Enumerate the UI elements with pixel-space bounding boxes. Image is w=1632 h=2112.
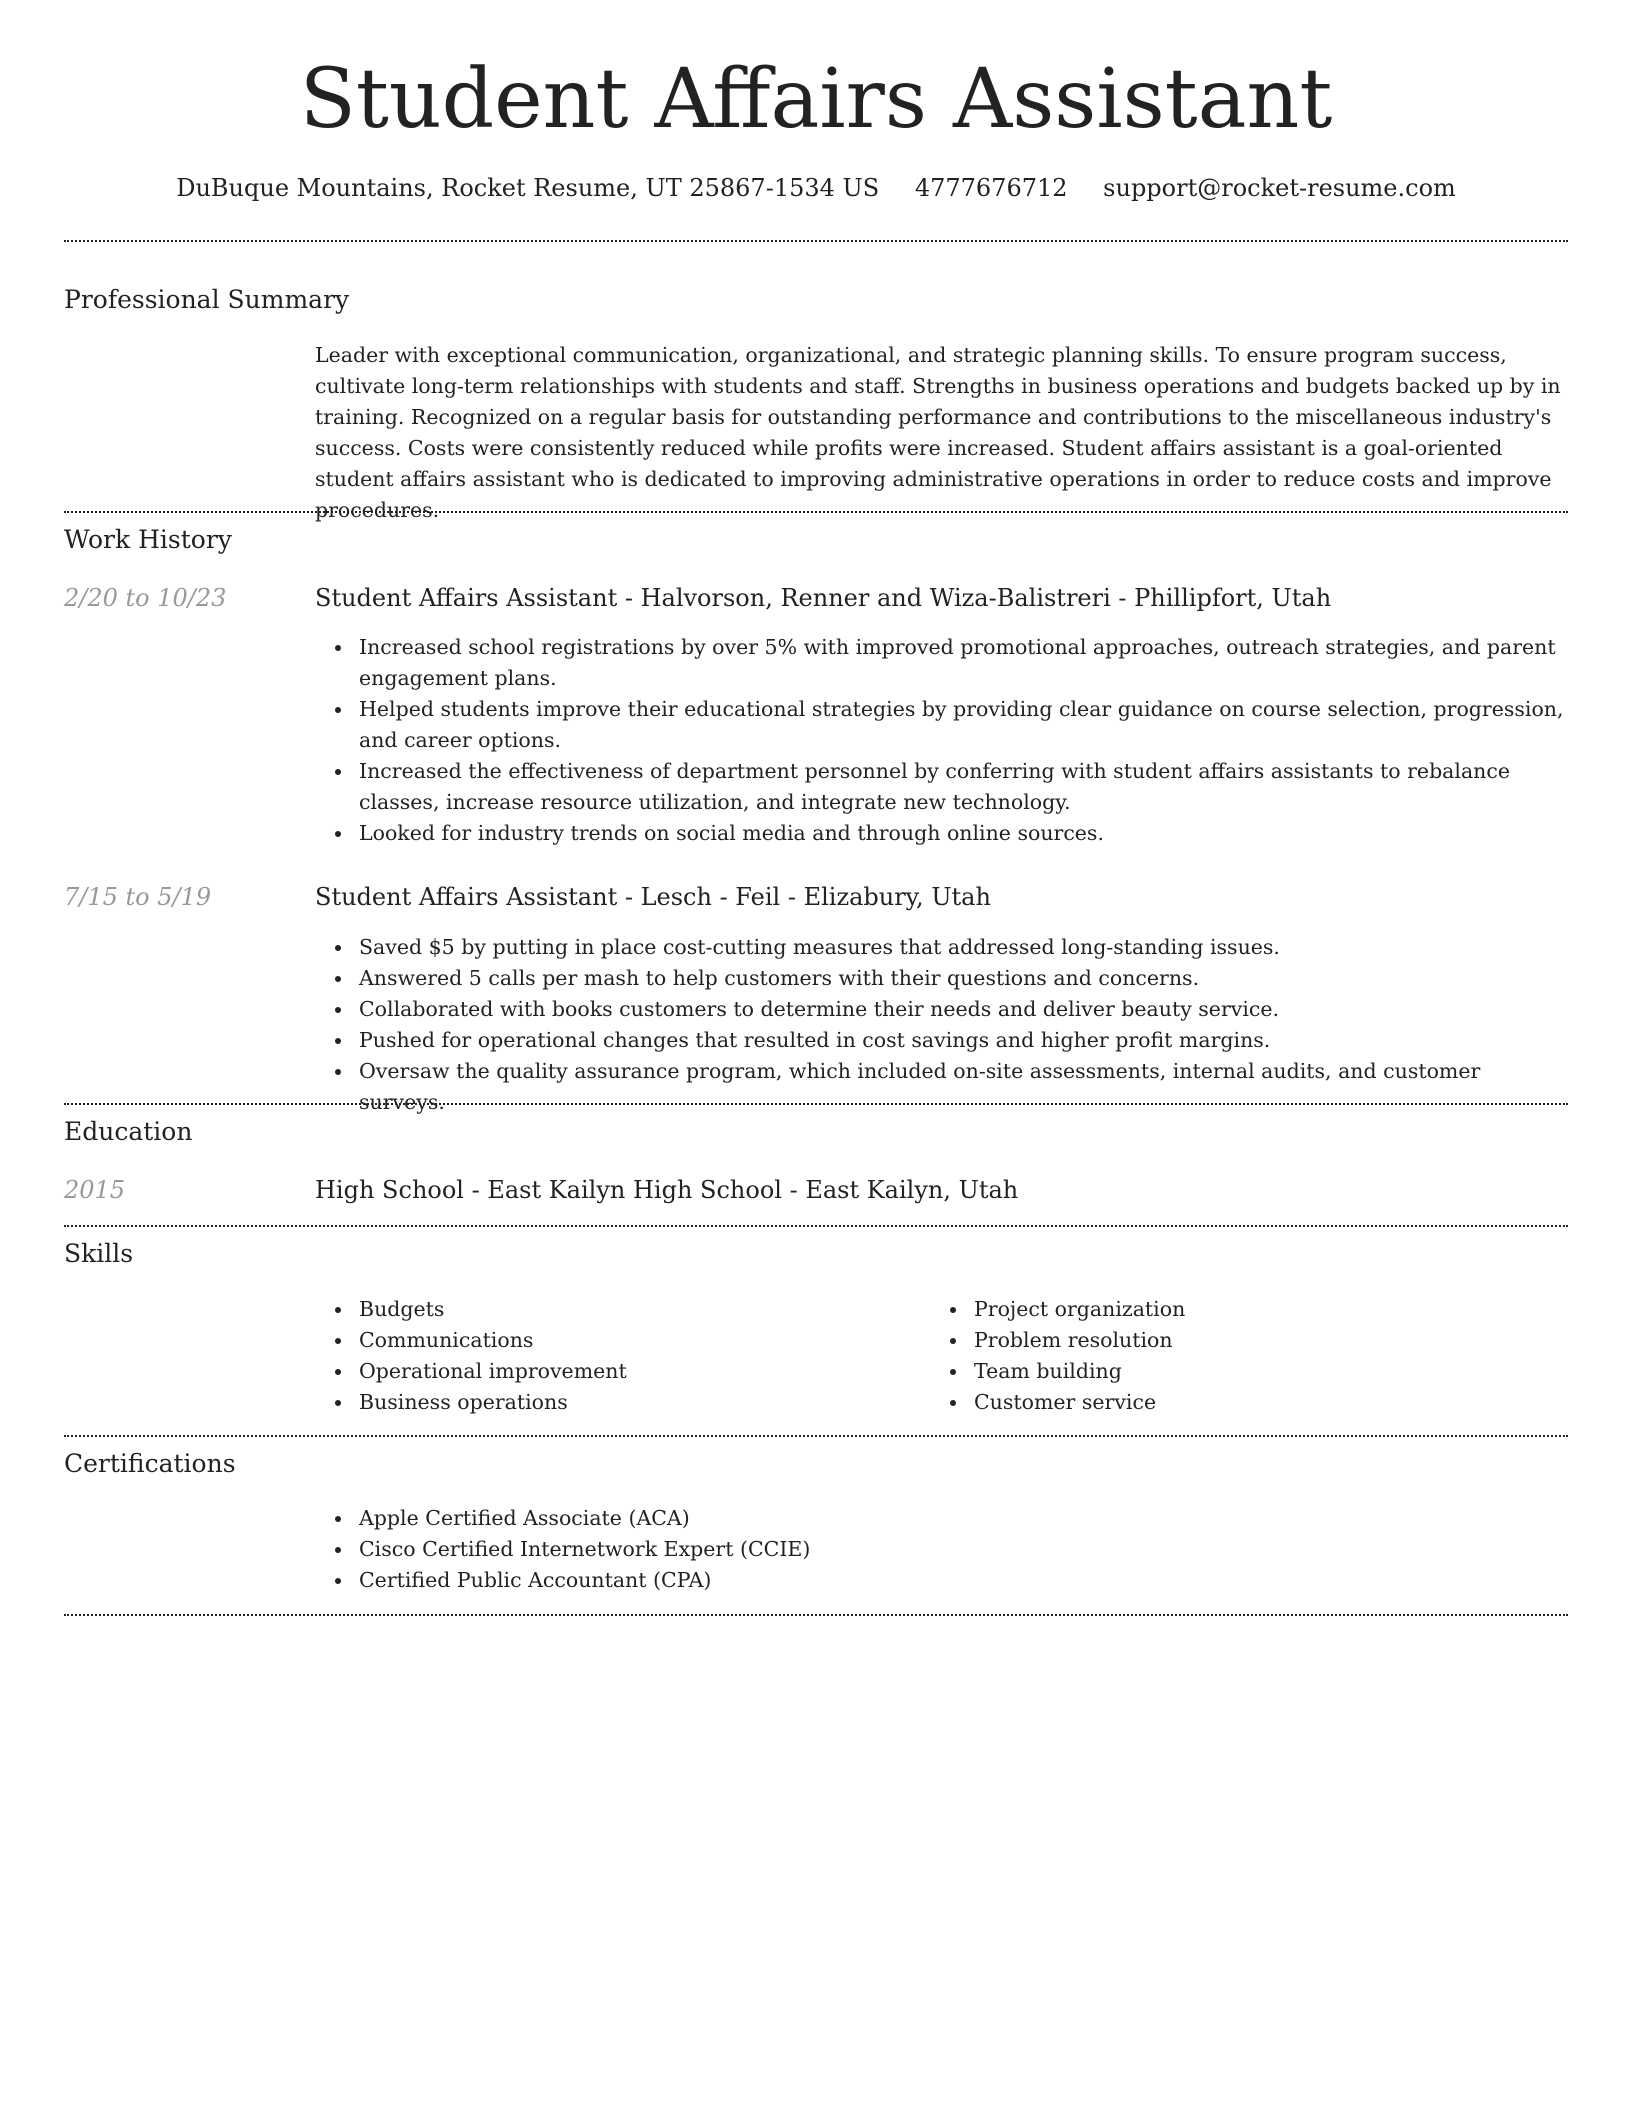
divider (64, 1103, 1568, 1105)
job-bullets (315, 932, 1565, 1118)
list-item: Apple Certified Associate (ACA) (315, 1503, 1565, 1534)
divider (64, 1614, 1568, 1616)
certifications-list (315, 1503, 1565, 1596)
list-item: Cisco Certified Internetwork Expert (CCIE) (315, 1534, 1565, 1565)
education-year: 2015 (64, 1176, 126, 1204)
list-item: Saved $5 by putting in place cost-cutting measures that addressed long-standing issues. (315, 932, 1565, 963)
summary-text (315, 340, 1565, 526)
list-item: Increased school registrations by over 5% with improved promotional approaches, outreach strategies, and parent engagement plans. (315, 632, 1565, 694)
list-item: Looked for industry trends on social media and through online sources. (315, 818, 1565, 849)
summary-paragraph: Leader with exceptional communication, organizational, and strategic planning skills. To ensure program success, cultivate long-term relationships with students and staff. Strengths in business operations and budgets backed up by in training. Recognized on a regular basis for outstanding performance and contributions to the miscellaneous industry's success. Costs were consistently reduced while profits were increased. Student affairs assistant is a goal-oriented student affairs assistant who is dedicated to improving administrative operations in order to reduce costs and improve procedures. (315, 343, 1561, 522)
education-heading: High School - East Kailyn High School - East Kailyn, Utah (315, 1176, 1019, 1204)
divider (64, 1435, 1568, 1437)
list-item: Business operations (315, 1387, 915, 1418)
job-bullets (315, 632, 1565, 849)
job-heading: Student Affairs Assistant - Halvorson, Renner and Wiza-Balistreri - Phillipfort, Utah (315, 584, 1332, 612)
section-title-skills: Skills (64, 1239, 134, 1268)
list-item: Collaborated with books customers to determine their needs and deliver beauty service. (315, 994, 1565, 1025)
list-item: Pushed for operational changes that resulted in cost savings and higher profit margins. (315, 1025, 1565, 1056)
divider (64, 1225, 1568, 1227)
list-item: Helped students improve their educational strategies by providing clear guidance on course selection, progression, and career options. (315, 694, 1565, 756)
section-title-education: Education (64, 1117, 193, 1146)
list-item: Project organization (930, 1294, 1530, 1325)
divider (64, 511, 1568, 513)
job-dates: 7/15 to 5/19 (64, 883, 212, 911)
contact-address: DuBuque Mountains, Rocket Resume, UT 25867-1534 US (176, 174, 880, 202)
divider (64, 240, 1568, 242)
list-item: Increased the effectiveness of department personnel by conferring with student affairs assistants to rebalance classes, increase resource utilization, and integrate new technology. (315, 756, 1565, 818)
resume-name: Student Affairs Assistant (299, 52, 1333, 147)
list-item: Communications (315, 1325, 915, 1356)
list-item: Team building (930, 1356, 1530, 1387)
job-heading: Student Affairs Assistant - Lesch - Feil - Elizabury, Utah (315, 883, 991, 911)
list-item: Certified Public Accountant (CPA) (315, 1565, 1565, 1596)
contact-phone: 4777676712 (914, 174, 1068, 202)
list-item: Customer service (930, 1387, 1530, 1418)
skills-list-right (930, 1294, 1530, 1418)
list-item: Budgets (315, 1294, 915, 1325)
list-item: Answered 5 calls per mash to help customers with their questions and concerns. (315, 963, 1565, 994)
section-title-work: Work History (64, 525, 232, 554)
list-item: Operational improvement (315, 1356, 915, 1387)
skills-list-left (315, 1294, 915, 1418)
section-title-certifications: Certifications (64, 1449, 236, 1478)
section-title-summary: Professional Summary (64, 285, 350, 314)
contact-email: support@rocket-resume.com (1103, 174, 1456, 202)
job-dates: 2/20 to 10/23 (64, 584, 227, 612)
list-item: Problem resolution (930, 1325, 1530, 1356)
list-item: Oversaw the quality assurance program, which included on-site assessments, internal audits, and customer surveys. (315, 1056, 1565, 1118)
contact-line (64, 170, 1568, 206)
